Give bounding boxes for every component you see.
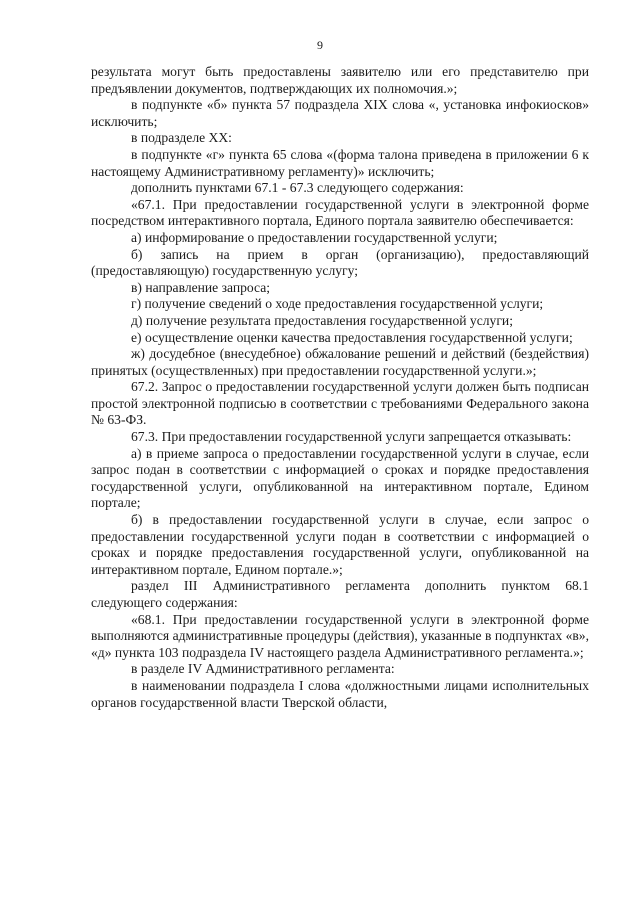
paragraph: б) запись на прием в орган (организацию), предоставляющий (предоставляющую) государственную услугу; bbox=[91, 246, 589, 279]
paragraph: 67.2. Запрос о предоставлении государственной услуги должен быть подписан простой электронной подписью в соответствии с требованиями Федерального закона № 63-ФЗ. bbox=[91, 379, 589, 428]
paragraph: 67.3. При предоставлении государственной услуги запрещается отказывать: bbox=[131, 429, 572, 445]
paragraph: в разделе IV Административного регламента: bbox=[131, 661, 395, 677]
paragraph: в подпункте «б» пункта 57 подраздела XIX слова «, установка инфокиосков» исключить; bbox=[91, 97, 589, 129]
paragraph: в) направление запроса; bbox=[131, 279, 271, 295]
document-body bbox=[91, 64, 589, 711]
paragraph: раздел III Административного регламента дополнить пунктом 68.1 следующего содержания: bbox=[91, 578, 589, 610]
paragraph: б) в предоставлении государственной услуги в случае, если запрос о предоставлении государственной услуги подан в соответствии с информацией о сроках и порядке предоставления государственной услуги, опубликованной на интерактивном портале, Едином портале.»; bbox=[91, 512, 589, 577]
paragraph: г) получение сведений о ходе предоставления государственной услуги; bbox=[131, 296, 544, 312]
paragraph: ж) досудебное (внесудебное) обжалование решений и действий (бездействия) принятых (осуществленных) при предоставлении государственной услуги.»; bbox=[91, 346, 589, 378]
paragraph: «67.1. При предоставлении государственной услуги в электронной форме посредством интерактивного портала, Единого портала заявителю обеспечивается: bbox=[91, 196, 589, 229]
paragraph: е) осуществление оценки качества предоставления государственной услуги; bbox=[131, 329, 573, 345]
paragraph: «68.1. При предоставлении государственной услуги в электронной форме выполняются административные процедуры (действия), указанные в подпунктах «в», «д» пункта 103 подраздела IV настоящего раздела Административного регламента.»; bbox=[91, 611, 589, 660]
paragraph: дополнить пунктами 67.1 - 67.3 следующего содержания: bbox=[131, 180, 464, 196]
paragraph: в подпункте «г» пункта 65 слова «(форма талона приведена в приложении 6 к настоящему Административному регламенту)» исключить; bbox=[91, 146, 589, 179]
paragraph: а) информирование о предоставлении государственной услуги; bbox=[131, 229, 498, 245]
paragraph: д) получение результата предоставления государственной услуги; bbox=[131, 312, 513, 328]
paragraph: а) в приеме запроса о предоставлении государственной услуги в случае, если запрос подан в соответствии с информацией о сроках и порядке предоставления государственной услуги, опубликованной на интерактивном портале, Едином портале; bbox=[91, 445, 589, 511]
paragraph: результата могут быть предоставлены заявителю или его представителю при предъявлении документов, подтверждающих их полномочия.»; bbox=[91, 64, 589, 96]
paragraph: в наименовании подраздела I слова «должностными лицами исполнительных органов государственной власти Тверской области, bbox=[91, 677, 589, 710]
paragraph: в подразделе XX: bbox=[131, 130, 232, 146]
page-number: 9 bbox=[317, 38, 323, 52]
